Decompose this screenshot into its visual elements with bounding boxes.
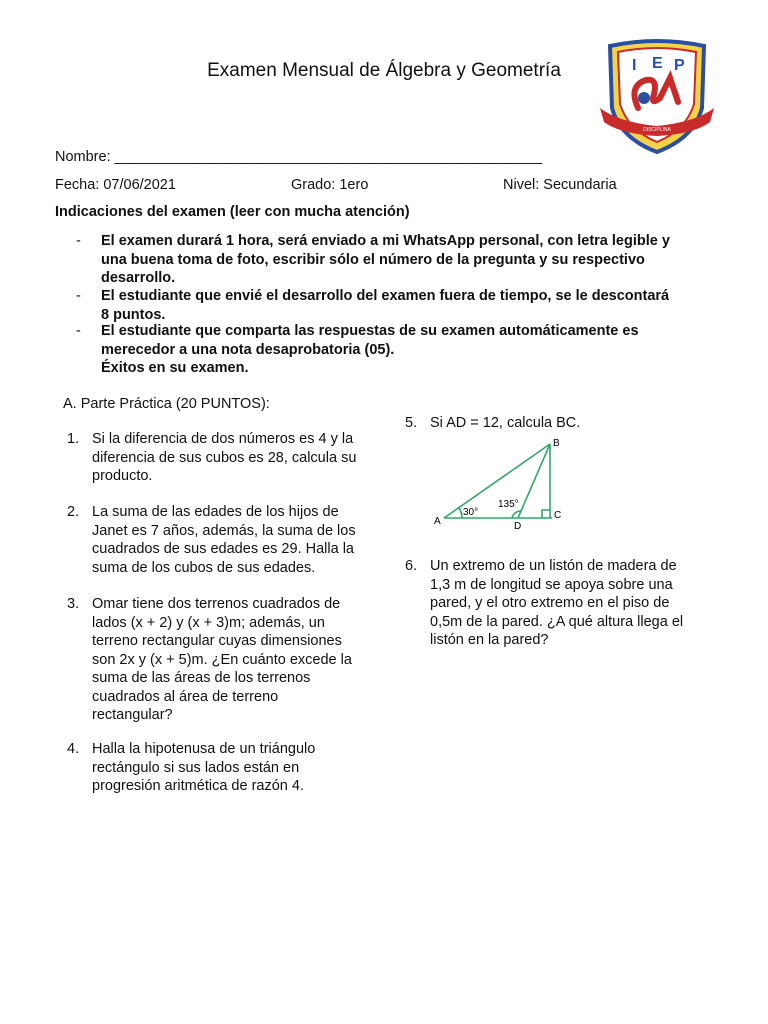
instruction-line: El estudiante que envié el desarrollo del examen fuera de tiempo, se le descontará (101, 288, 670, 304)
question-line: cuadrados al área de terreno (92, 688, 279, 705)
question-number: 2. (67, 504, 80, 520)
instruction-dash: - (76, 288, 81, 304)
question-4 (67, 740, 387, 800)
question-number: 5. (405, 415, 418, 431)
label-d: D (514, 521, 522, 530)
question-line: 0,5m de la pared. ¿A qué altura llega el (430, 613, 684, 630)
question-number: 1. (67, 431, 80, 447)
question-line: cuadrados de sus edades es 29. Halla la (92, 541, 354, 557)
nombre-field: Nombre: _____________________________________________________ (55, 149, 543, 165)
instructions-heading: Indicaciones del examen (leer con mucha atención) (55, 204, 410, 220)
instruction-line: El examen durará 1 hora, será enviado a mi WhatsApp personal, con letra legible y (101, 233, 670, 249)
label-a: A (434, 516, 441, 527)
question-1 (67, 430, 387, 490)
question-line: progresión aritmética de razón 4. (92, 778, 304, 794)
question-number: 3. (67, 596, 80, 612)
question-line: diferencia de sus cubos es 28, calcula su (92, 449, 357, 466)
angle-a-label: 30° (463, 507, 479, 518)
instruction-line: merecedor a una nota desaprobatoria (05). (101, 341, 395, 358)
right-angle-mark (542, 510, 550, 518)
instruction-line: desarrollo. (101, 270, 176, 286)
triangle-figure (432, 434, 580, 530)
question-line: lados (x + 2) y (x + 3)m; además, un (92, 614, 325, 631)
question-line: terreno rectangular cuyas dimensiones (92, 633, 342, 649)
logo-letter-i: I (632, 57, 637, 74)
instruction-item (76, 322, 716, 382)
question-3 (67, 595, 387, 727)
question-line: producto. (92, 468, 153, 484)
instruction-line: una buena toma de foto, escribir sólo el número de la pregunta y su respectivo (101, 251, 645, 268)
label-c: C (554, 510, 562, 521)
question-2 (67, 503, 387, 581)
instruction-dash: - (76, 323, 81, 339)
question-line: suma de las áreas de los terrenos (92, 670, 311, 686)
instruction-dash: - (76, 233, 81, 249)
question-6 (405, 557, 725, 651)
logo-letter-p: P (674, 57, 685, 74)
question-line: 1,3 m de longitud se apoya sobre una (430, 576, 673, 593)
logo-letter-e: E (652, 55, 663, 72)
question-line: son 2x y (x + 5)m. ¿En cuánto excede la (92, 651, 352, 668)
question-line: listón en la pared? (430, 632, 549, 648)
instruction-item (76, 232, 716, 292)
grado-field: Grado: 1ero (291, 177, 369, 193)
question-line: Si la diferencia de dos números es 4 y la (92, 431, 354, 447)
page-title: Examen Mensual de Álgebra y Geometría (207, 60, 561, 81)
question-line: rectángulo si sus lados están en (92, 759, 300, 776)
nivel-field: Nivel: Secundaria (503, 177, 617, 193)
question-line: Un extremo de un listón de madera de (430, 558, 677, 574)
question-line: Janet es 7 años, además, la suma de los (92, 522, 356, 539)
angle-a-arc (459, 508, 462, 518)
question-line: suma de los cubos de sus edades. (92, 559, 316, 576)
logo-banner-text: DISCIPLINA (643, 127, 671, 133)
fecha-field: Fecha: 07/06/2021 (55, 177, 176, 193)
section-heading: A. Parte Práctica (20 PUNTOS): (63, 396, 270, 412)
question-line: rectangular? (92, 707, 173, 723)
question-number: 4. (67, 741, 80, 757)
label-b: B (553, 438, 560, 449)
question-line: Omar tiene dos terrenos cuadrados de (92, 596, 341, 612)
school-logo (598, 38, 716, 156)
instruction-line: El estudiante que comparta las respuestas de su examen automáticamente es (101, 323, 639, 339)
question-line: La suma de las edades de los hijos de (92, 504, 339, 520)
question-line: Halla la hipotenusa de un triángulo (92, 741, 316, 757)
angle-d-label: 135° (498, 499, 519, 510)
question-line: pared, y el otro extremo en el piso de (430, 595, 670, 611)
instruction-line: 8 puntos. (101, 306, 166, 323)
instruction-line: Éxitos en su examen. (101, 360, 249, 376)
instruction-item (76, 287, 716, 327)
question-5 (405, 414, 725, 436)
question-number: 6. (405, 558, 418, 574)
question-line: Si AD = 12, calcula BC. (430, 415, 581, 431)
